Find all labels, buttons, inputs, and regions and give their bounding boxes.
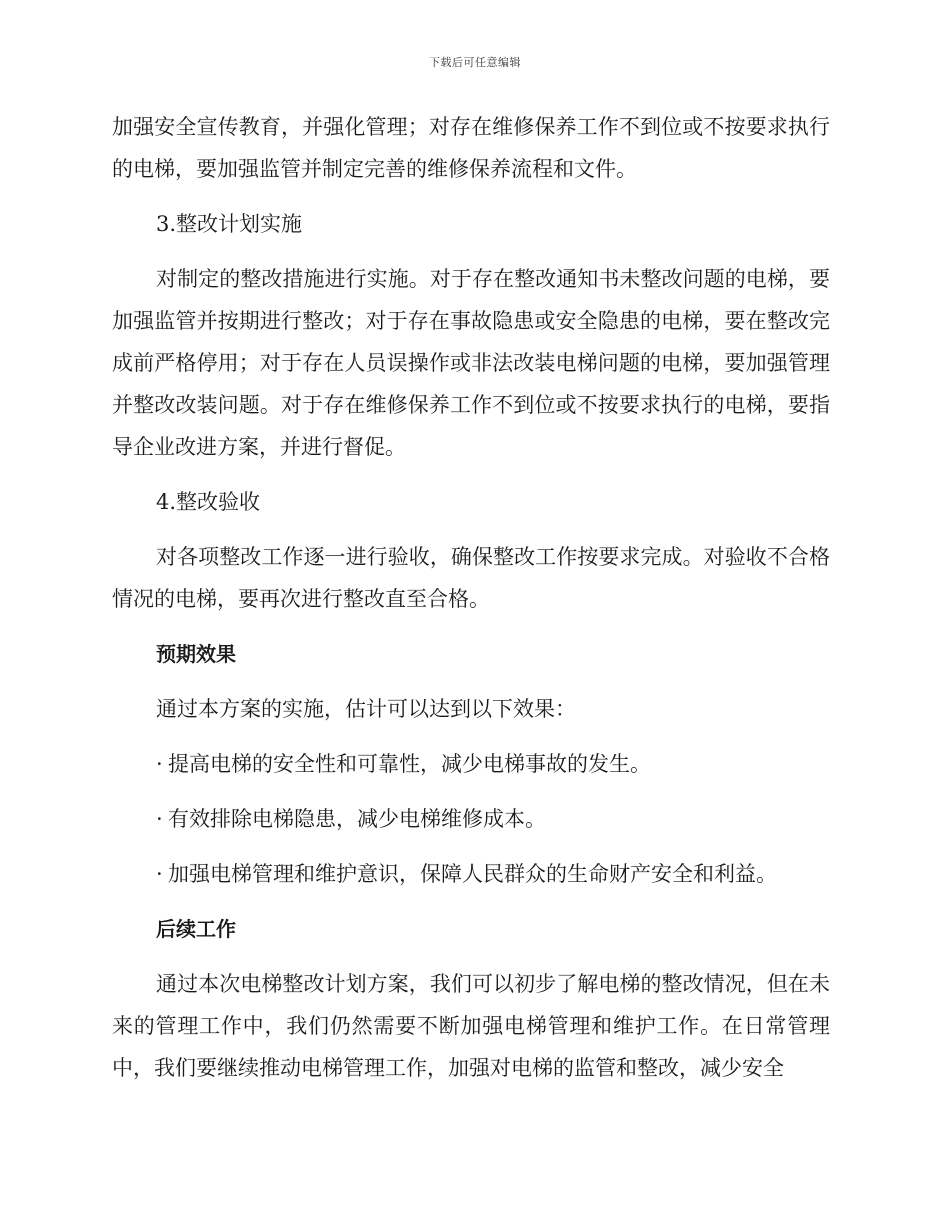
- list-item: [112, 798, 830, 840]
- section-title-expected-effects: 预期效果: [156, 642, 236, 666]
- subheading-rectification-acceptance: 4.整改验收: [156, 490, 261, 514]
- page-header: 下载后可任意编辑: [429, 56, 521, 69]
- paragraph-implementation: 对制定的整改措施进行实施。对于存在整改通知书未整改问题的电梯，要加强监管并按期进行整改；对于存在事故隐患或安全隐患的电梯，要在整改完成前严格停用；对于存在人员误操作或非法改装电梯问题的电梯，要加强管理并整改改装问题。对于存在维修保养工作不到位或不按要求执行的电梯，要指导企业改进方案，并进行督促。: [112, 267, 830, 459]
- document-body: [112, 106, 830, 1102]
- paragraph-continued: 加强安全宣传教育，并强化管理；对存在维修保养工作不到位或不按要求执行的电梯，要加强监管并制定完善的维修保养流程和文件。: [112, 115, 830, 181]
- paragraph-follow-up: 通过本次电梯整改计划方案，我们可以初步了解电梯的整改情况，但在未来的管理工作中，我们仍然需要不断加强电梯管理和维护工作。在日常管理中，我们要继续推动电梯管理工作，加强对电梯的监管和整改，减少安全: [112, 972, 830, 1080]
- bullet-dot-icon: ·: [156, 807, 163, 831]
- section-title-follow-up: 后续工作: [156, 917, 236, 941]
- list-item-text: 提高电梯的安全性和可靠性，减少电梯事故的发生。: [168, 752, 651, 776]
- list-item: [112, 853, 830, 895]
- bullet-dot-icon: ·: [156, 862, 163, 886]
- bullet-dot-icon: ·: [156, 752, 163, 776]
- list-item-text: 有效排除电梯隐患，减少电梯维修成本。: [168, 807, 546, 831]
- paragraph-expected-intro: 通过本方案的实施，估计可以达到以下效果：: [156, 697, 576, 721]
- subheading-rectification-implementation: 3.整改计划实施: [156, 212, 303, 236]
- list-item-text: 加强电梯管理和维护意识，保障人民群众的生命财产安全和利益。: [168, 862, 777, 886]
- paragraph-acceptance: 对各项整改工作逐一进行验收，确保整改工作按要求完成。对验收不合格情况的电梯，要再次进行整改直至合格。: [112, 545, 830, 611]
- list-item: [112, 743, 830, 785]
